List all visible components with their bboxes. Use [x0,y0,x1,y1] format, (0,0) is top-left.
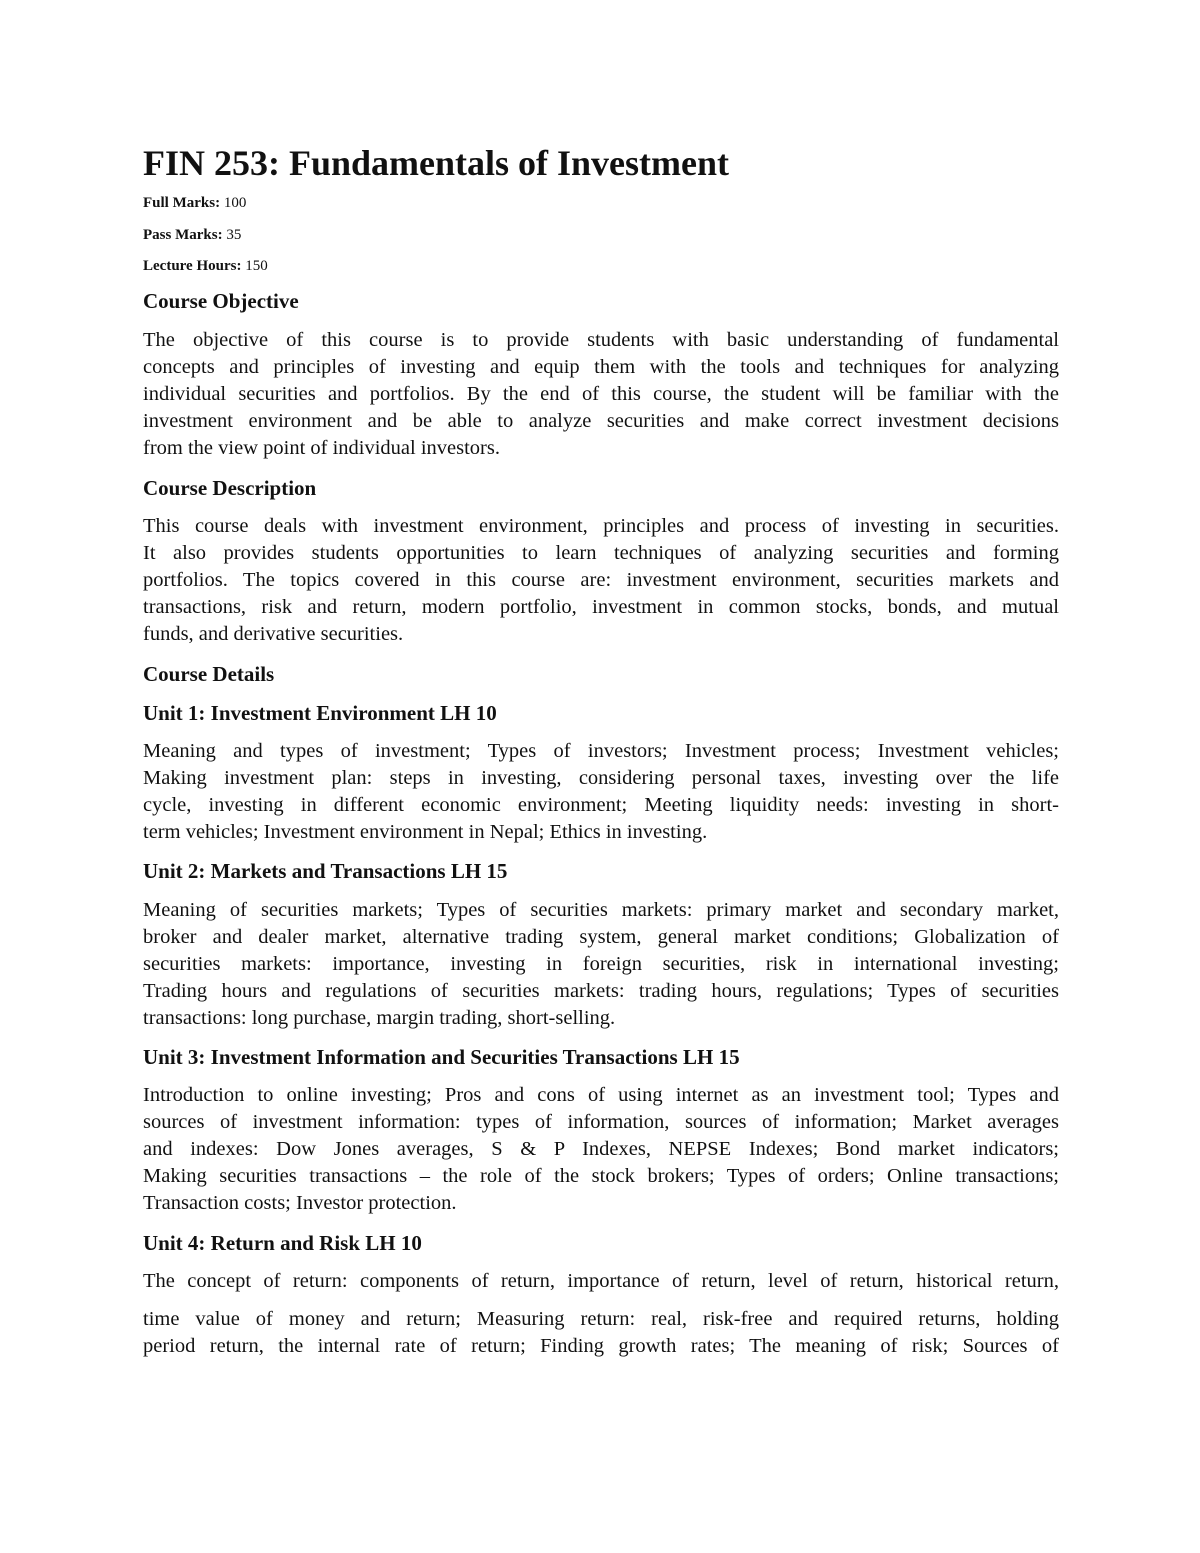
text-line: Introduction to online investing; Pros and cons of using internet as an investment tool; Types and [143,1084,1059,1106]
text-line: Transaction costs; Investor protection. [143,1192,457,1214]
unit-3-text [143,1082,1059,1217]
text-line: individual securities and portfolios. By the end of this course, the student will be familiar with the [143,383,1059,405]
unit-1-text [143,738,1059,846]
text-line: broker and dealer market, alternative trading system, general market conditions; Globalization of [143,926,1059,948]
unit-4-heading: Unit 4: Return and Risk LH 10 [143,1231,422,1255]
text-line: Meaning and types of investment; Types of investors; Investment process; Investment vehicles; [143,740,1059,762]
text-line: funds, and derivative securities. [143,623,404,645]
document-title: FIN 253: Fundamentals of Investment [143,143,730,183]
text-line: The concept of return: components of return, importance of return, level of return, historical return, [143,1270,1059,1292]
full-marks [143,193,246,213]
course-objective-heading: Course Objective [143,289,299,313]
text-line: period return, the internal rate of return; Finding growth rates; The meaning of risk; Sources of [143,1335,1059,1357]
unit-4-text-continued [143,1306,1059,1360]
text-line: The objective of this course is to provide students with basic understanding of fundamental [143,329,1059,351]
course-objective-text [143,327,1059,462]
text-line: Making securities transactions – the role of the stock brokers; Types of orders; Online transactions; [143,1165,1059,1187]
text-line: transactions, risk and return, modern portfolio, investment in common stocks, bonds, and mutual [143,596,1059,618]
unit-4-text [143,1268,1059,1295]
text-line: from the view point of individual investors. [143,437,500,459]
lecture-hours-value: 150 [245,258,268,274]
unit-2-text [143,897,1059,1032]
pass-marks-label: Pass Marks: [143,227,223,243]
text-line: Trading hours and regulations of securities markets: trading hours, regulations; Types of securities [143,980,1059,1002]
full-marks-value: 100 [223,195,247,211]
text-line: time value of money and return; Measuring return: real, risk-free and required returns, holding [143,1308,1059,1330]
full-marks-label: Full Marks: [143,195,221,211]
text-line: and indexes: Dow Jones averages, S & P Indexes, NEPSE Indexes; Bond market indicators; [143,1138,1059,1160]
text-line: securities markets: importance, investing in foreign securities, risk in international investing; [143,953,1059,975]
text-line: portfolios. The topics covered in this course are: investment environment, securities markets and [143,569,1059,591]
text-line: concepts and principles of investing and equip them with the tools and techniques for analyzing [143,356,1059,378]
text-line: sources of investment information: types of information, sources of information; Market averages [143,1111,1059,1133]
text-line: investment environment and be able to analyze securities and make correct investment decisions [143,410,1059,432]
text-line: Making investment plan: steps in investing, considering personal taxes, investing over the life [143,767,1059,789]
course-description-heading: Course Description [143,476,317,500]
text-line: cycle, investing in different economic environment; Meeting liquidity needs: investing in short- [143,794,1059,816]
unit-1-heading: Unit 1: Investment Environment LH 10 [143,701,497,725]
text-line: Meaning of securities markets; Types of securities markets: primary market and secondary market, [143,899,1059,921]
text-line: transactions: long purchase, margin trading, short-selling. [143,1007,616,1029]
lecture-hours [143,256,268,276]
unit-2-heading: Unit 2: Markets and Transactions LH 15 [143,859,508,883]
text-line: It also provides students opportunities to learn techniques of analyzing securities and forming [143,542,1059,564]
text-line: This course deals with investment environment, principles and process of investing in securities. [143,515,1059,537]
course-description-text [143,513,1059,648]
pass-marks [143,225,241,245]
text-line: term vehicles; Investment environment in Nepal; Ethics in investing. [143,821,708,843]
pass-marks-value: 35 [226,227,242,243]
course-details-heading: Course Details [143,662,275,686]
unit-3-heading: Unit 3: Investment Information and Securities Transactions LH 15 [143,1045,740,1069]
lecture-hours-label: Lecture Hours: [143,258,242,274]
